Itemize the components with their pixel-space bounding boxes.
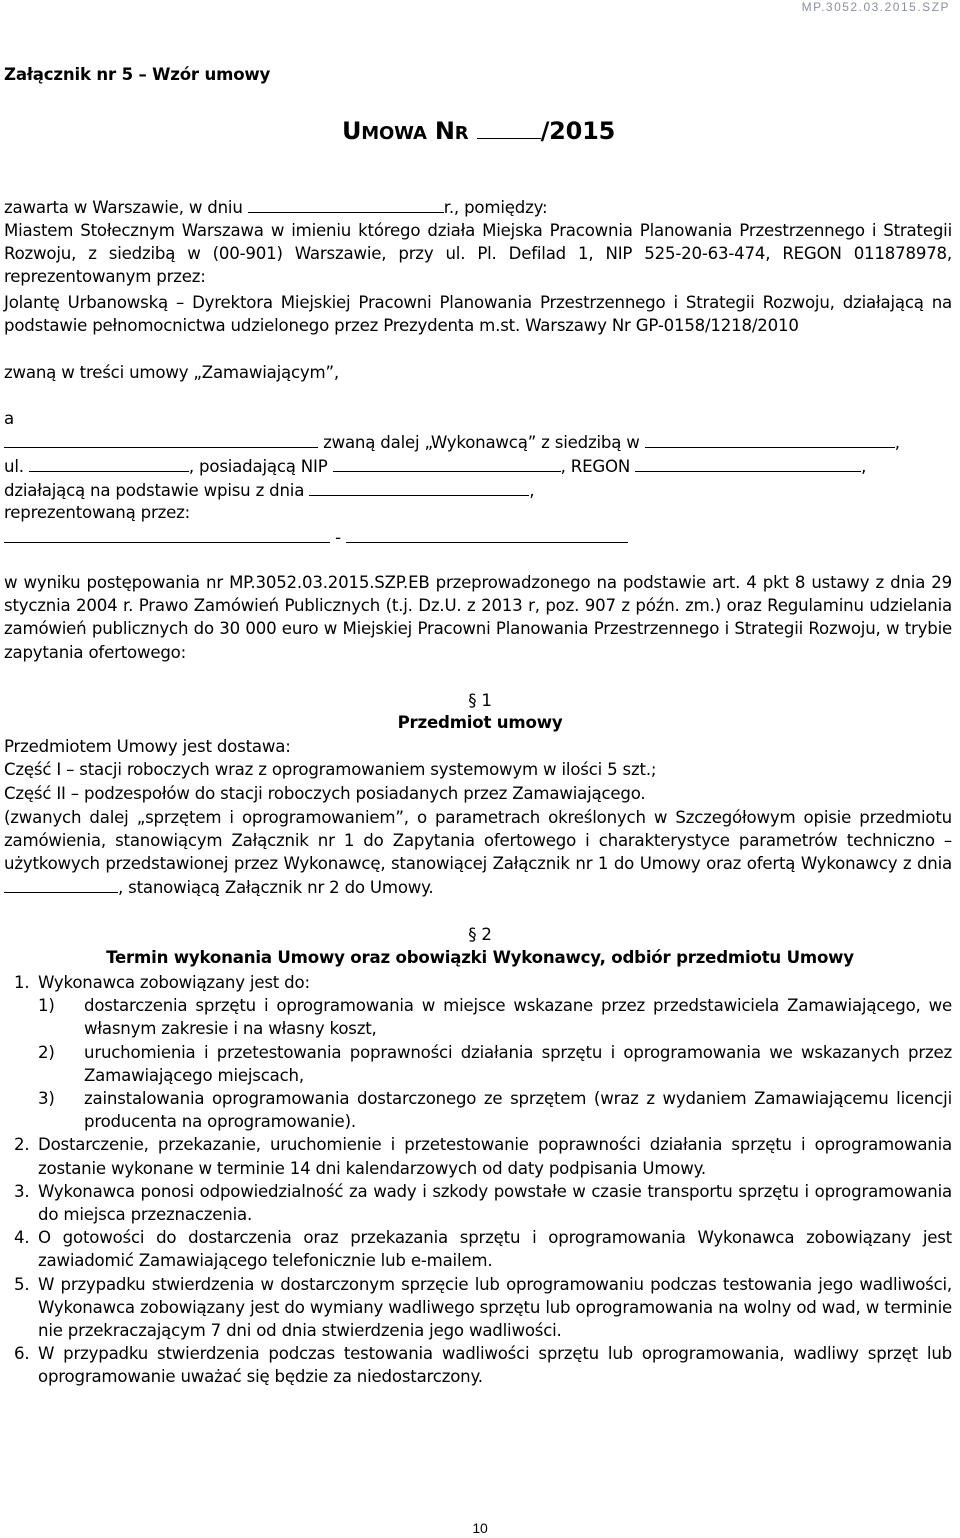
comma: , bbox=[894, 433, 900, 452]
section-1-symbol: § 1 bbox=[468, 691, 492, 710]
annex-heading: Załącznik nr 5 – Wzór umowy bbox=[4, 65, 271, 84]
street-blank[interactable] bbox=[29, 455, 189, 472]
nip-label: , posiadającą NIP bbox=[188, 457, 328, 476]
section-1-line-2: Część I – stacji roboczych wraz z oprogramowaniem systemowym w ilości 5 szt.; bbox=[4, 760, 657, 779]
list-item bbox=[0, 1273, 952, 1343]
list-item-text: W przypadku stwierdzenia w dostarczonym sprzęcie lub oprogramowaniu podczas testowania jego wadliwości, Wykonawca zobowiązany jest do wymiany wadliwego sprzętu lub oprogramowania na wolny od wad, w terminie nie przekraczającym 7 dni od dnia stwierdzenia jego wadliwości. bbox=[38, 1274, 952, 1341]
representative-separator: - bbox=[335, 528, 341, 547]
sub-list bbox=[38, 994, 952, 1133]
list-item-number: 2. bbox=[14, 1135, 30, 1155]
contractor-line-1 bbox=[4, 431, 952, 454]
contract-title bbox=[342, 116, 615, 149]
section-1-paragraph-text: (zwanych dalej „sprzętem i oprogramowaniem”, o parametrach określonych w Szczegółowym opisie przedmiotu zamówienia, stanowiącym Załącznik nr 1 do Zapytania ofertowego i charakterystyce parametrów techniczno – użytkowych przedstawionej przez Wykonawcę, stanowiącej Załącznik nr 1 do Umowy oraz ofertą Wykonawcy z dnia bbox=[4, 808, 952, 874]
list-item-text: Dostarczenie, przekazanie, uruchomienie i przetestowanie poprawności działania sprzętu i oprogramowania zostanie wykonane w terminie 14 dni kalendarzowych od daty podpisania Umowy. bbox=[38, 1135, 952, 1178]
comma: , bbox=[529, 481, 535, 500]
regon-blank[interactable] bbox=[635, 455, 861, 472]
list-item-number: 3. bbox=[14, 1181, 30, 1201]
registry-date-blank[interactable] bbox=[309, 479, 529, 496]
representative-2-blank[interactable] bbox=[346, 526, 628, 543]
list-item bbox=[0, 1133, 952, 1179]
regon-label: , REGON bbox=[560, 457, 631, 476]
registry-basis-label: działającą na podstawie wpisu z dnia bbox=[4, 481, 305, 500]
list-item bbox=[0, 1226, 952, 1272]
document-reference: MP.3052.03.2015.SZP bbox=[801, 0, 950, 14]
list-item-text: Wykonawca ponosi odpowiedzialność za wady i szkody powstałe w czasie transportu sprzętu i oprogramowania do miejsca przeznaczenia. bbox=[38, 1181, 952, 1225]
section-1-line-1: Przedmiotem Umowy jest dostawa: bbox=[4, 737, 291, 756]
party-one-description: Miastem Stołecznym Warszawa w imieniu którego działa Miejska Pracownia Planowania Przestrzennego i Strategii Rozwoju, z siedzibą w (00-901) Warszawie, przy ul. Pl. Defilad 1, NIP 525-20-63-474, REGON 011878978, reprezentowanym przez: bbox=[4, 221, 952, 287]
page-number: 10 bbox=[472, 1520, 488, 1536]
list-item-text: W przypadku stwierdzenia podczas testowania wadliwości sprzętu lub oprogramowania, wadliwy sprzęt lub oprogramowanie uważać się będzie za niedostarczony. bbox=[38, 1344, 952, 1387]
list-item bbox=[0, 1180, 952, 1226]
sub-item-text: uruchomienia i przetestowania poprawności działania sprzętu i oprogramowania we wskazanych przez Zamawiającego miejscach, bbox=[84, 1042, 952, 1085]
date-blank[interactable] bbox=[248, 196, 444, 213]
list-item bbox=[0, 971, 952, 1133]
list-item-text: Wykonawca zobowiązany jest do: bbox=[38, 973, 310, 992]
list-item-text: O gotowości do dostarczenia oraz przekazania sprzętu i oprogramowania Wykonawca zobowiązany jest zawiadomić Zamawiającego telefonicznie lub e-mailem. bbox=[38, 1228, 952, 1271]
representative-1-blank[interactable] bbox=[4, 526, 330, 543]
sub-list-item bbox=[38, 994, 952, 1040]
sub-item-text: zainstalowania oprogramowania dostarczonego ze sprzętem (wraz z wydaniem Zamawiającemu licencji producenta na oprogramowanie). bbox=[84, 1089, 952, 1132]
list-item-number: 1. bbox=[14, 973, 30, 992]
representative-description: Jolantę Urbanowską – Dyrektora Miejskiej Pracowni Planowania Przestrzennego i Strategii Rozwoju, działającą na podstawie pełnomocnictwa udzielonego przez Prezydenta m.st. Warszawy Nr GP-0158/1218/2010 bbox=[4, 293, 952, 336]
contractor-city-blank[interactable] bbox=[645, 431, 895, 448]
section-1-paragraph-end: , stanowiącą Załącznik nr 2 do Umowy. bbox=[118, 877, 434, 897]
contractor-line-3 bbox=[4, 479, 534, 502]
wykonawca-definition: zwaną dalej „Wykonawcą” z siedzibą w bbox=[323, 433, 640, 452]
contractor-name-blank[interactable] bbox=[4, 431, 318, 448]
contract-title-label: UMOWA NR bbox=[342, 117, 469, 145]
sub-list-item bbox=[38, 1041, 952, 1087]
sub-list-item bbox=[38, 1087, 952, 1133]
sub-item-number: 1) bbox=[38, 996, 55, 1016]
sub-item-text: dostarczenia sprzętu i oprogramowania w miejsce wskazane przez przedstawiciela Zamawiającego, we własnym zakresie i na własny koszt, bbox=[84, 996, 952, 1039]
intro-date-label: zawarta w Warszawie, w dniu bbox=[4, 198, 243, 217]
section-2-symbol: § 2 bbox=[468, 925, 492, 944]
sub-item-number: 3) bbox=[38, 1089, 55, 1109]
representatives-line bbox=[4, 526, 628, 549]
zamawiajacy-definition: zwaną w treści umowy „Zamawiającym”, bbox=[4, 363, 339, 382]
intro-date-line bbox=[4, 196, 547, 219]
offer-date-blank[interactable] bbox=[4, 876, 118, 893]
street-label: ul. bbox=[4, 457, 24, 476]
list-item-number: 4. bbox=[14, 1228, 30, 1248]
section-2-list bbox=[0, 971, 952, 1389]
section-1-title: Przedmiot umowy bbox=[397, 713, 563, 732]
comma: , bbox=[861, 457, 867, 476]
section-1-line-3: Część II – podzespołów do stacji roboczych posiadanych przez Zamawiającego. bbox=[4, 784, 646, 803]
sub-item-number: 2) bbox=[38, 1042, 55, 1062]
list-item-number: 6. bbox=[14, 1344, 30, 1364]
nip-blank[interactable] bbox=[333, 455, 561, 472]
contract-year: /2015 bbox=[540, 117, 616, 145]
intro-between: r., pomiędzy: bbox=[443, 198, 548, 217]
section-2-title: Termin wykonania Umowy oraz obowiązki Wykonawcy, odbiór przedmiotu Umowy bbox=[106, 948, 854, 967]
section-1-paragraph bbox=[4, 806, 952, 899]
procedure-paragraph: w wyniku postępowania nr MP.3052.03.2015.SZP.EB przeprowadzonego na podstawie art. 4 pkt 8 ustawy z dnia 29 stycznia 2004 r. Prawo Zamówień Publicznych (t.j. Dz.U. z 2013 r, poz. 907 z późn. zm.) oraz Regulaminu udzielania zamówień publicznych do 30 000 euro w Miejskiej Pracowni Planowania Przestrzennego i Strategii Rozwoju, w trybie zapytania ofertowego: bbox=[4, 573, 952, 662]
represented-by-label: reprezentowaną przez: bbox=[4, 503, 191, 522]
contract-number-blank[interactable] bbox=[477, 122, 541, 139]
contractor-line-2 bbox=[4, 455, 952, 478]
list-item bbox=[0, 1342, 952, 1388]
and-conjunction: a bbox=[4, 409, 14, 428]
list-item-number: 5. bbox=[14, 1274, 30, 1294]
